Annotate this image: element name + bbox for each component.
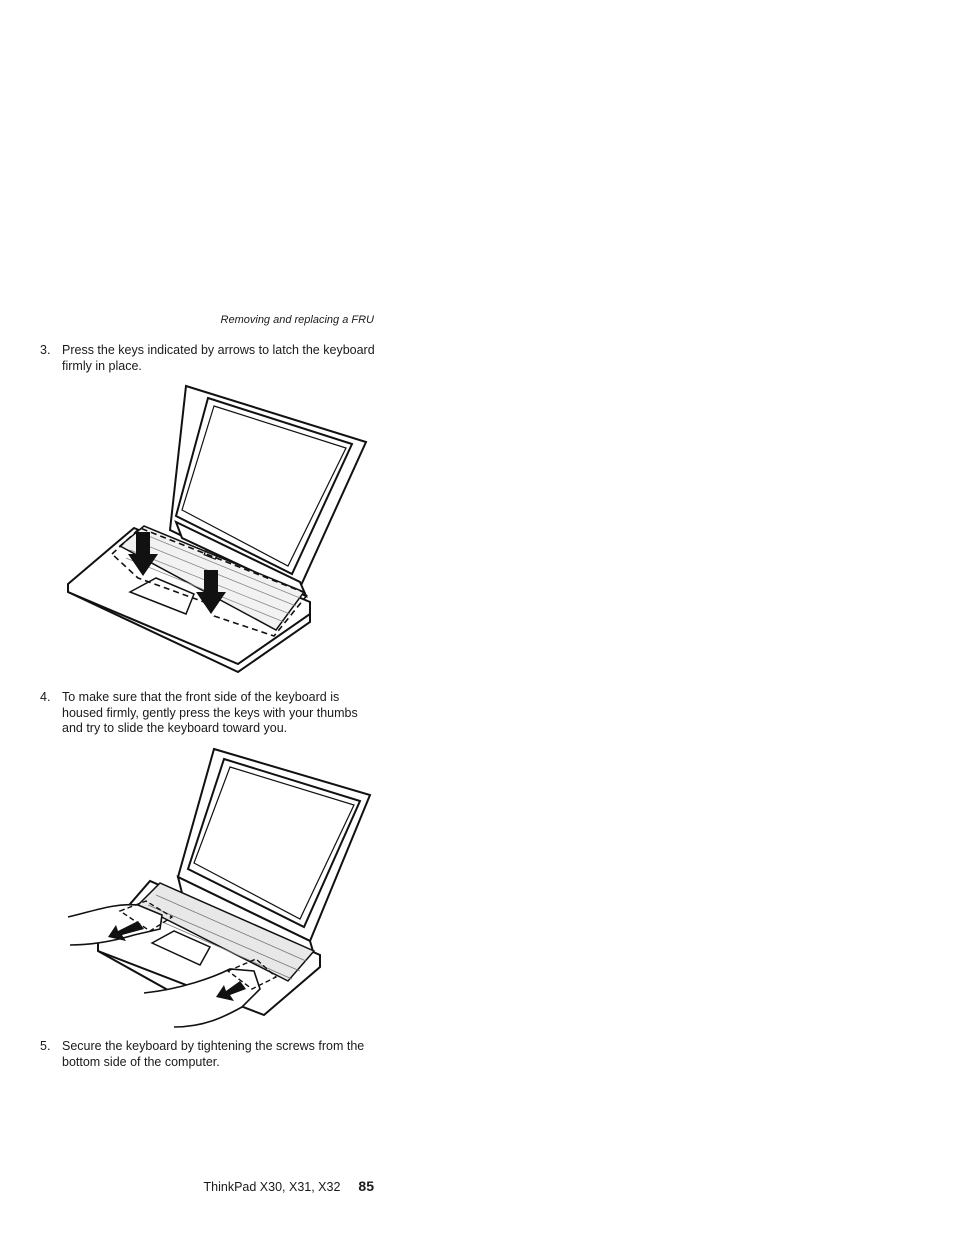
product-name: ThinkPad X30, X31, X32 (203, 1180, 341, 1194)
step-number: 3. (40, 343, 51, 357)
laptop-press-keys-illustration (60, 382, 380, 678)
step-3 (40, 343, 380, 374)
page-footer (0, 1178, 374, 1194)
step-text: Secure the keyboard by tightening the screws from the bottom side of the computer. (62, 1039, 365, 1069)
step-text: Press the keys indicated by arrows to latch the keyboard firmly in place. (62, 343, 375, 373)
step-5 (40, 1039, 380, 1070)
step-4 (40, 690, 380, 737)
laptop-slide-keyboard-illustration (64, 745, 380, 1029)
running-header: Removing and replacing a FRU (220, 314, 374, 326)
step-number: 4. (40, 690, 51, 704)
page-number: 85 (358, 1178, 374, 1194)
step-number: 5. (40, 1039, 51, 1053)
step-text: To make sure that the front side of the keyboard is housed firmly, gently press the keys with your thumbs and try to slide the keyboard toward you. (62, 690, 358, 735)
